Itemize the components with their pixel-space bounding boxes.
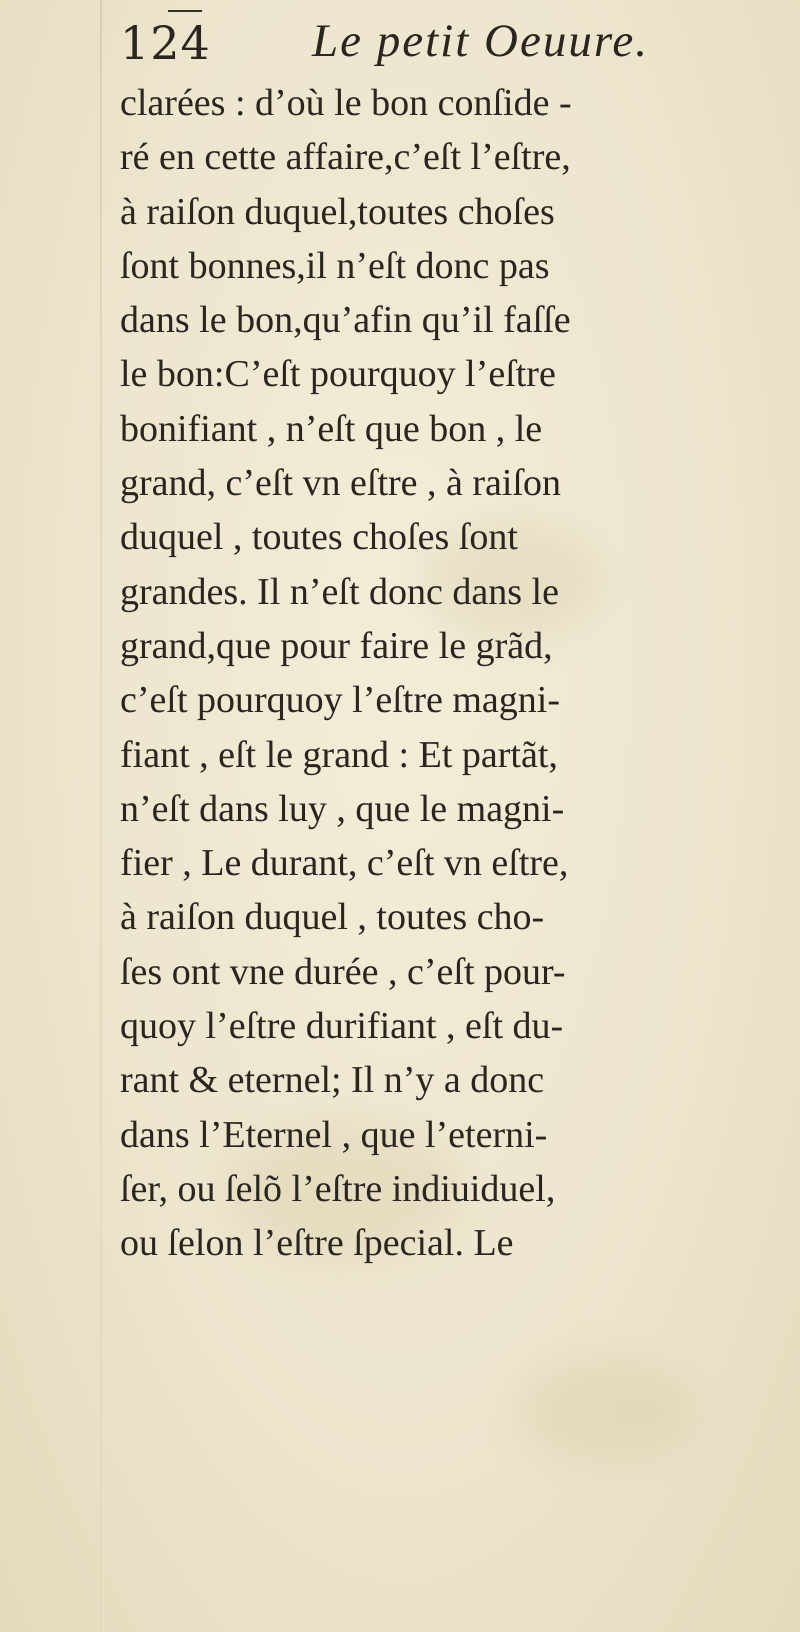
text-line: ſer, ou ſelõ l’eſtre indiuiduel, [120,1167,556,1210]
text-line: dans l’Eternel , que l’eterni- [120,1113,548,1156]
text-line: à raiſon duquel , toutes cho- [120,896,545,939]
text-line: à raiſon duquel,toutes choſes [120,190,555,233]
text-line: dans le bon,qu’afin qu’il faſſe [120,299,571,342]
text-line: grand, c’eſt vn eſtre , à raiſon [120,462,562,505]
text-line: quoy l’eſtre durifiant , eſt du- [120,1005,564,1048]
text-line: fier , Le durant, c’eſt vn eſtre, [120,842,569,885]
text-line: rant & eternel; Il n’y a donc [120,1059,545,1102]
body-text [120,76,740,1271]
text-line: fiant , eſt le grand : Et partãt, [120,733,558,776]
header-rule [168,10,202,12]
text-line: ſont bonnes,il n’eſt donc pas [120,244,550,287]
page-number: 124 [120,16,211,70]
text-line: ré en cette affaire,c’eſt l’eſtre, [120,136,571,179]
catchword-line: ou ſelon l’eſtre ſpecial. Le [120,1222,514,1265]
text-line: le bon:C’eſt pourquoy l’eſtre [120,353,556,396]
text-line: n’eſt dans luy , que le magni- [120,787,565,830]
text-line: duquel , toutes choſes ſont [120,516,518,559]
paper-stain [520,1360,690,1460]
text-line: bonifiant , n’eſt que bon , le [120,407,543,450]
running-head: Le petit Oeuure. [312,15,649,67]
text-line: grand,que pour faire le grãd, [120,624,553,667]
text-line: grandes. Il n’eſt donc dans le [120,570,559,613]
page-shadow [100,0,102,1632]
text-line: c’eſt pourquoy l’eſtre magni- [120,679,561,722]
text-line: clarées : d’où le bon conſide - [120,82,572,124]
text-line: ſes ont vne durée , c’eſt pour- [120,950,566,993]
page-header [120,8,740,80]
